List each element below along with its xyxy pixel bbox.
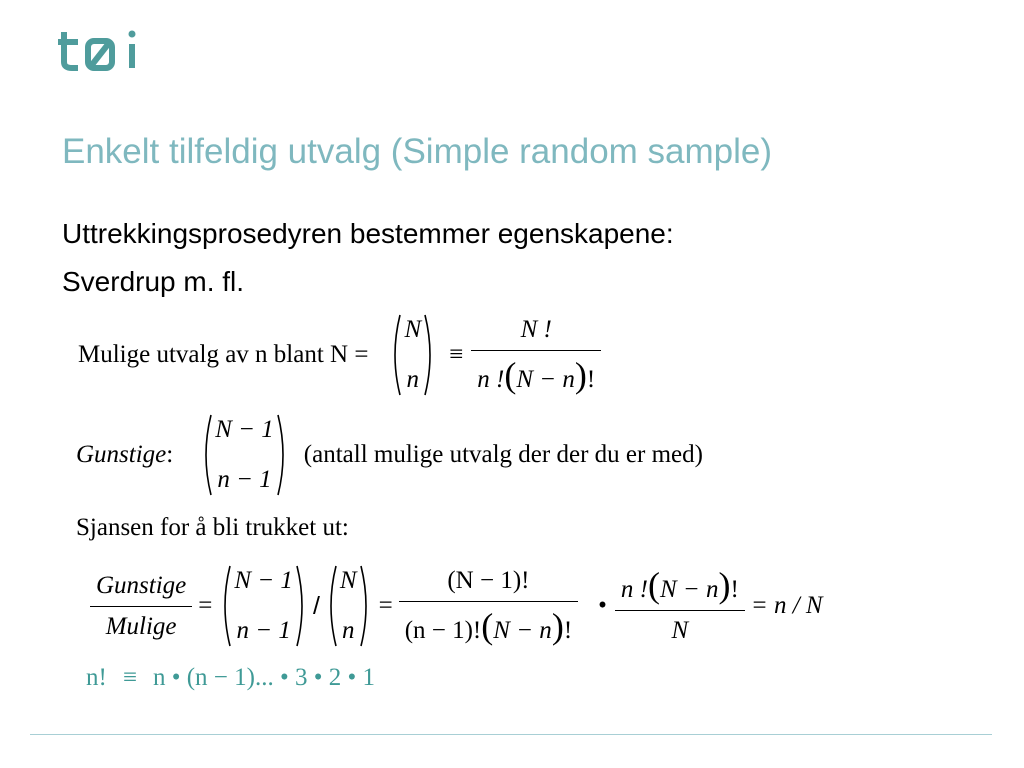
binom-N1-n1-b: N − 1 n − 1 — [218, 564, 309, 648]
gunstige-label: Gunstige — [76, 441, 167, 468]
result-n-over-N: = n / N — [750, 592, 823, 619]
binom-N-n: N n — [388, 313, 437, 397]
fraction-gunstige-mulige: $\frac{\text{Gunstige}}{\text{Mulige}}$ — [90, 572, 192, 641]
equation-mulige — [78, 312, 601, 398]
bullet-multiply: • — [598, 592, 607, 619]
fraction-factorials: $\frac{(N - 1)!}{(n - 1)!(N - n)!}$ — [399, 567, 578, 645]
binom-N1-n1: N − 1 n − 1 — [199, 413, 290, 497]
footer-divider — [30, 734, 992, 735]
equation-sjansen: $\frac{\text{Gunstige}}{\text{Mulige}}$ = N − 1 n − 1 / N n = $\frac{(N - 1)!}{(n - 1)!(N - n)!}$ • $\frac{n !(N - n)!}{N}$ = n / N — [90, 562, 823, 650]
page-title: Enkelt tilfeldig utvalg (Simple random sample) — [62, 132, 773, 171]
factorial-definition: n! ≡ n • (n − 1)... • 3 • 2 • 1 — [86, 664, 375, 691]
fraction-inverse: $\frac{n !(N - n)!}{N}$ — [615, 567, 745, 645]
fraction-N-factorial: $\frac{N !}{n !(N - n)!}$ — [471, 316, 601, 394]
sjansen-label: Sjansen for å bli trukket ut: — [76, 514, 349, 541]
gunstige-note: (antall mulige utvalg der der du er med) — [303, 441, 703, 468]
equation-gunstige: Gunstige : N − 1 n − 1 (antall mulige utvalg der der du er med) — [76, 412, 703, 498]
equiv-symbol: ≡ — [449, 341, 464, 368]
intro-line-1: Uttrekkingsprosedyren bestemmer egenskapene: — [62, 218, 674, 249]
mulige-label: Mulige utvalg av n blant N = — [78, 341, 369, 368]
toi-logo — [56, 28, 146, 74]
binom-N-n-b: N n — [324, 564, 373, 648]
intro-line-2: Sverdrup m. fl. — [62, 266, 245, 297]
